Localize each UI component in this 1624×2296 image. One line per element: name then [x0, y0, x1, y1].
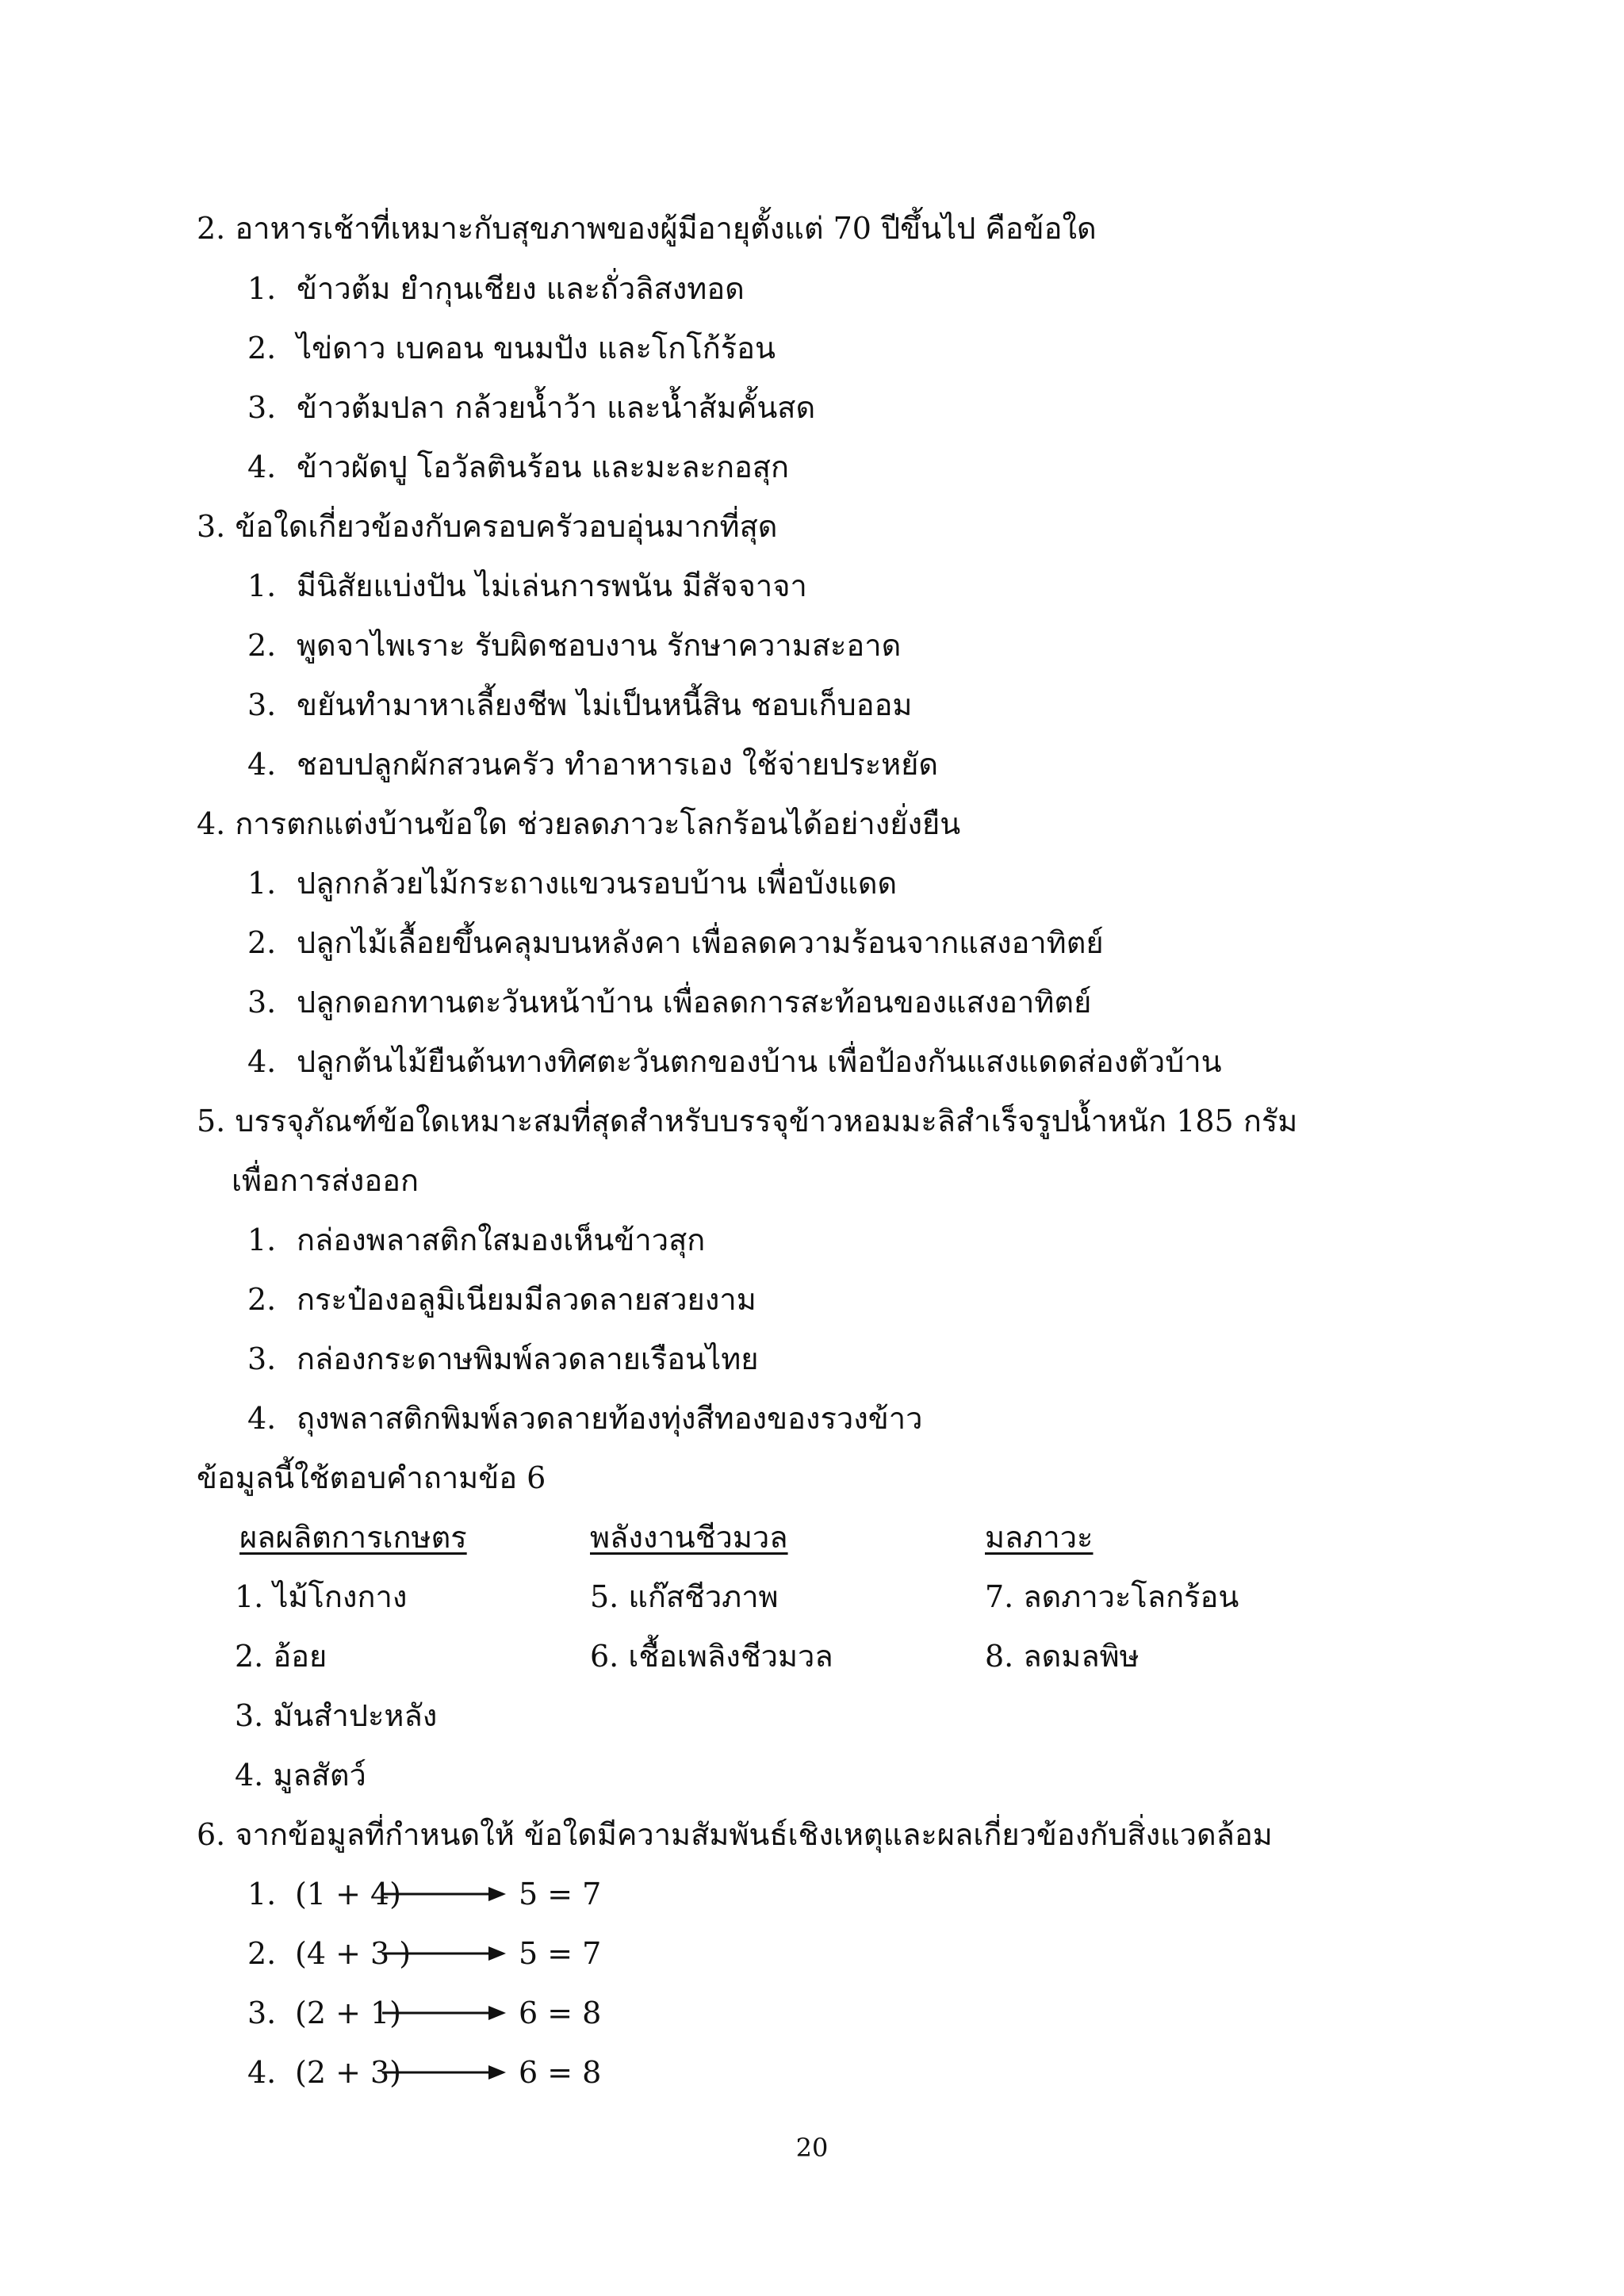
q5-option-4-number: 4.: [247, 1401, 277, 1436]
q6-option-2-left: (4 + 3 ): [295, 1936, 412, 1971]
info-item-3: 3. มันสำปะหลัง: [235, 1698, 438, 1733]
q3-option-1: มีนิสัยแบ่งปัน ไม่เล่นการพนัน มีสัจจาจา: [297, 568, 807, 603]
info-header-pollution: มลภาวะ: [985, 1520, 1094, 1555]
q3-option-4: ชอบปลูกผักสวนครัว ทำอาหารเอง ใช้จ่ายประหยัด: [297, 747, 939, 782]
info-item-4: 4. มูลสัตว์: [235, 1758, 366, 1793]
q6-option-2-right: 5 = 7: [519, 1936, 602, 1971]
q5-option-3-number: 3.: [247, 1341, 277, 1376]
question-5: 5. บรรจุภัณฑ์ข้อใดเหมาะสมที่สุดสำหรับบรรจุข้าวหอมมะลิสำเร็จรูปน้ำหนัก 185 กรัม: [197, 1104, 1298, 1138]
q4-option-1: ปลูกกล้วยไม้กระถางแขวนรอบบ้าน เพื่อบังแดด: [297, 866, 898, 901]
q2-option-2: ไข่ดาว เบคอน ขนมปัง และโกโก้ร้อน: [297, 331, 776, 365]
q4-option-2-number: 2.: [247, 925, 277, 960]
question-6: 6. จากข้อมูลที่กำหนดให้ ข้อใดมีความสัมพันธ์เชิงเหตุและผลเกี่ยวข้องกับสิ่งแวดล้อม: [197, 1817, 1273, 1852]
q6-option-3-left: (2 + 1): [295, 1996, 402, 2030]
q3-option-2: พูดจาไพเราะ รับผิดชอบงาน รักษาความสะอาด: [297, 628, 902, 663]
q5-option-1-number: 1.: [247, 1223, 277, 1257]
q3-option-1-number: 1.: [247, 568, 277, 603]
q5-option-3: กล่องกระดาษพิมพ์ลวดลายเรือนไทย: [297, 1341, 759, 1376]
arrow-icon: [381, 2057, 508, 2088]
q6-option-1-number: 1.: [247, 1877, 277, 1911]
q5-option-2-number: 2.: [247, 1282, 277, 1317]
q2-option-3-number: 3.: [247, 390, 277, 425]
q2-option-4: ข้าวผัดปู โอวัลตินร้อน และมะละกอสุก: [297, 450, 789, 484]
q5-option-1: กล่องพลาสติกใสมองเห็นข้าวสุก: [297, 1223, 706, 1257]
question-5-continuation: เพื่อการส่งออก: [232, 1163, 419, 1198]
q6-option-4-left: (2 + 3): [295, 2055, 402, 2090]
q6-option-1-left: (1 + 4): [295, 1877, 402, 1911]
info-header-biomass-energy: พลังงานชีวมวล: [590, 1520, 788, 1555]
q4-option-1-number: 1.: [247, 866, 277, 901]
q2-option-4-number: 4.: [247, 450, 277, 484]
question-2: 2. อาหารเช้าที่เหมาะกับสุขภาพของผู้มีอายุตั้งแต่ 70 ปีขึ้นไป คือข้อใด: [197, 211, 1097, 246]
info-item-2: 2. อ้อย: [235, 1639, 327, 1674]
q3-option-3: ขยันทำมาหาเลี้ยงชีพ ไม่เป็นหนี้สิน ชอบเก็บออม: [297, 687, 913, 722]
q6-option-3-number: 3.: [247, 1996, 277, 2030]
q4-option-3-number: 3.: [247, 985, 277, 1020]
q6-option-1-right: 5 = 7: [519, 1877, 602, 1911]
q4-option-2: ปลูกไม้เลื้อยขึ้นคลุมบนหลังคา เพื่อลดความร้อนจากแสงอาทิตย์: [297, 925, 1104, 960]
question-3: 3. ข้อใดเกี่ยวข้องกับครอบครัวอบอุ่นมากที่สุด: [197, 509, 778, 544]
arrow-icon: [381, 1878, 508, 1910]
q3-option-2-number: 2.: [247, 628, 277, 663]
info-item-7: 7. ลดภาวะโลกร้อน: [985, 1579, 1239, 1614]
arrow-icon: [381, 1938, 508, 1969]
info-item-6: 6. เชื้อเพลิงชีวมวล: [590, 1639, 833, 1674]
info-item-5: 5. แก๊สชีวภาพ: [590, 1579, 779, 1614]
info-intro: ข้อมูลนี้ใช้ตอบคำถามข้อ 6: [197, 1460, 546, 1495]
q3-option-3-number: 3.: [247, 687, 277, 722]
question-4: 4. การตกแต่งบ้านข้อใด ช่วยลดภาวะโลกร้อนได้อย่างยั่งยืน: [197, 806, 961, 841]
page-number: 20: [795, 2133, 829, 2163]
q2-option-1-number: 1.: [247, 271, 277, 306]
q6-option-4-number: 4.: [247, 2055, 277, 2090]
q6-option-3-right: 6 = 8: [519, 1996, 602, 2030]
q4-option-4-number: 4.: [247, 1044, 277, 1079]
info-header-agricultural-products: ผลผลิตการเกษตร: [239, 1520, 467, 1555]
q2-option-1: ข้าวต้ม ยำกุนเชียง และถั่วลิสงทอด: [297, 271, 745, 306]
q6-option-2-number: 2.: [247, 1936, 277, 1971]
q5-option-2: กระป๋องอลูมิเนียมมีลวดลายสวยงาม: [297, 1282, 756, 1317]
q2-option-2-number: 2.: [247, 331, 277, 365]
q6-option-4-right: 6 = 8: [519, 2055, 602, 2090]
q5-option-4: ถุงพลาสติกพิมพ์ลวดลายท้องทุ่งสีทองของรวงข้าว: [297, 1401, 923, 1436]
arrow-icon: [381, 1997, 508, 2029]
q2-option-3: ข้าวต้มปลา กล้วยน้ำว้า และน้ำส้มคั้นสด: [297, 390, 816, 425]
info-item-8: 8. ลดมลพิษ: [985, 1639, 1139, 1674]
info-item-1: 1. ไม้โกงกาง: [235, 1579, 408, 1614]
q3-option-4-number: 4.: [247, 747, 277, 782]
q4-option-3: ปลูกดอกทานตะวันหน้าบ้าน เพื่อลดการสะท้อนของแสงอาทิตย์: [297, 985, 1092, 1020]
q4-option-4: ปลูกต้นไม้ยืนต้นทางทิศตะวันตกของบ้าน เพื่อป้องกันแสงแดดส่องตัวบ้าน: [297, 1044, 1222, 1079]
